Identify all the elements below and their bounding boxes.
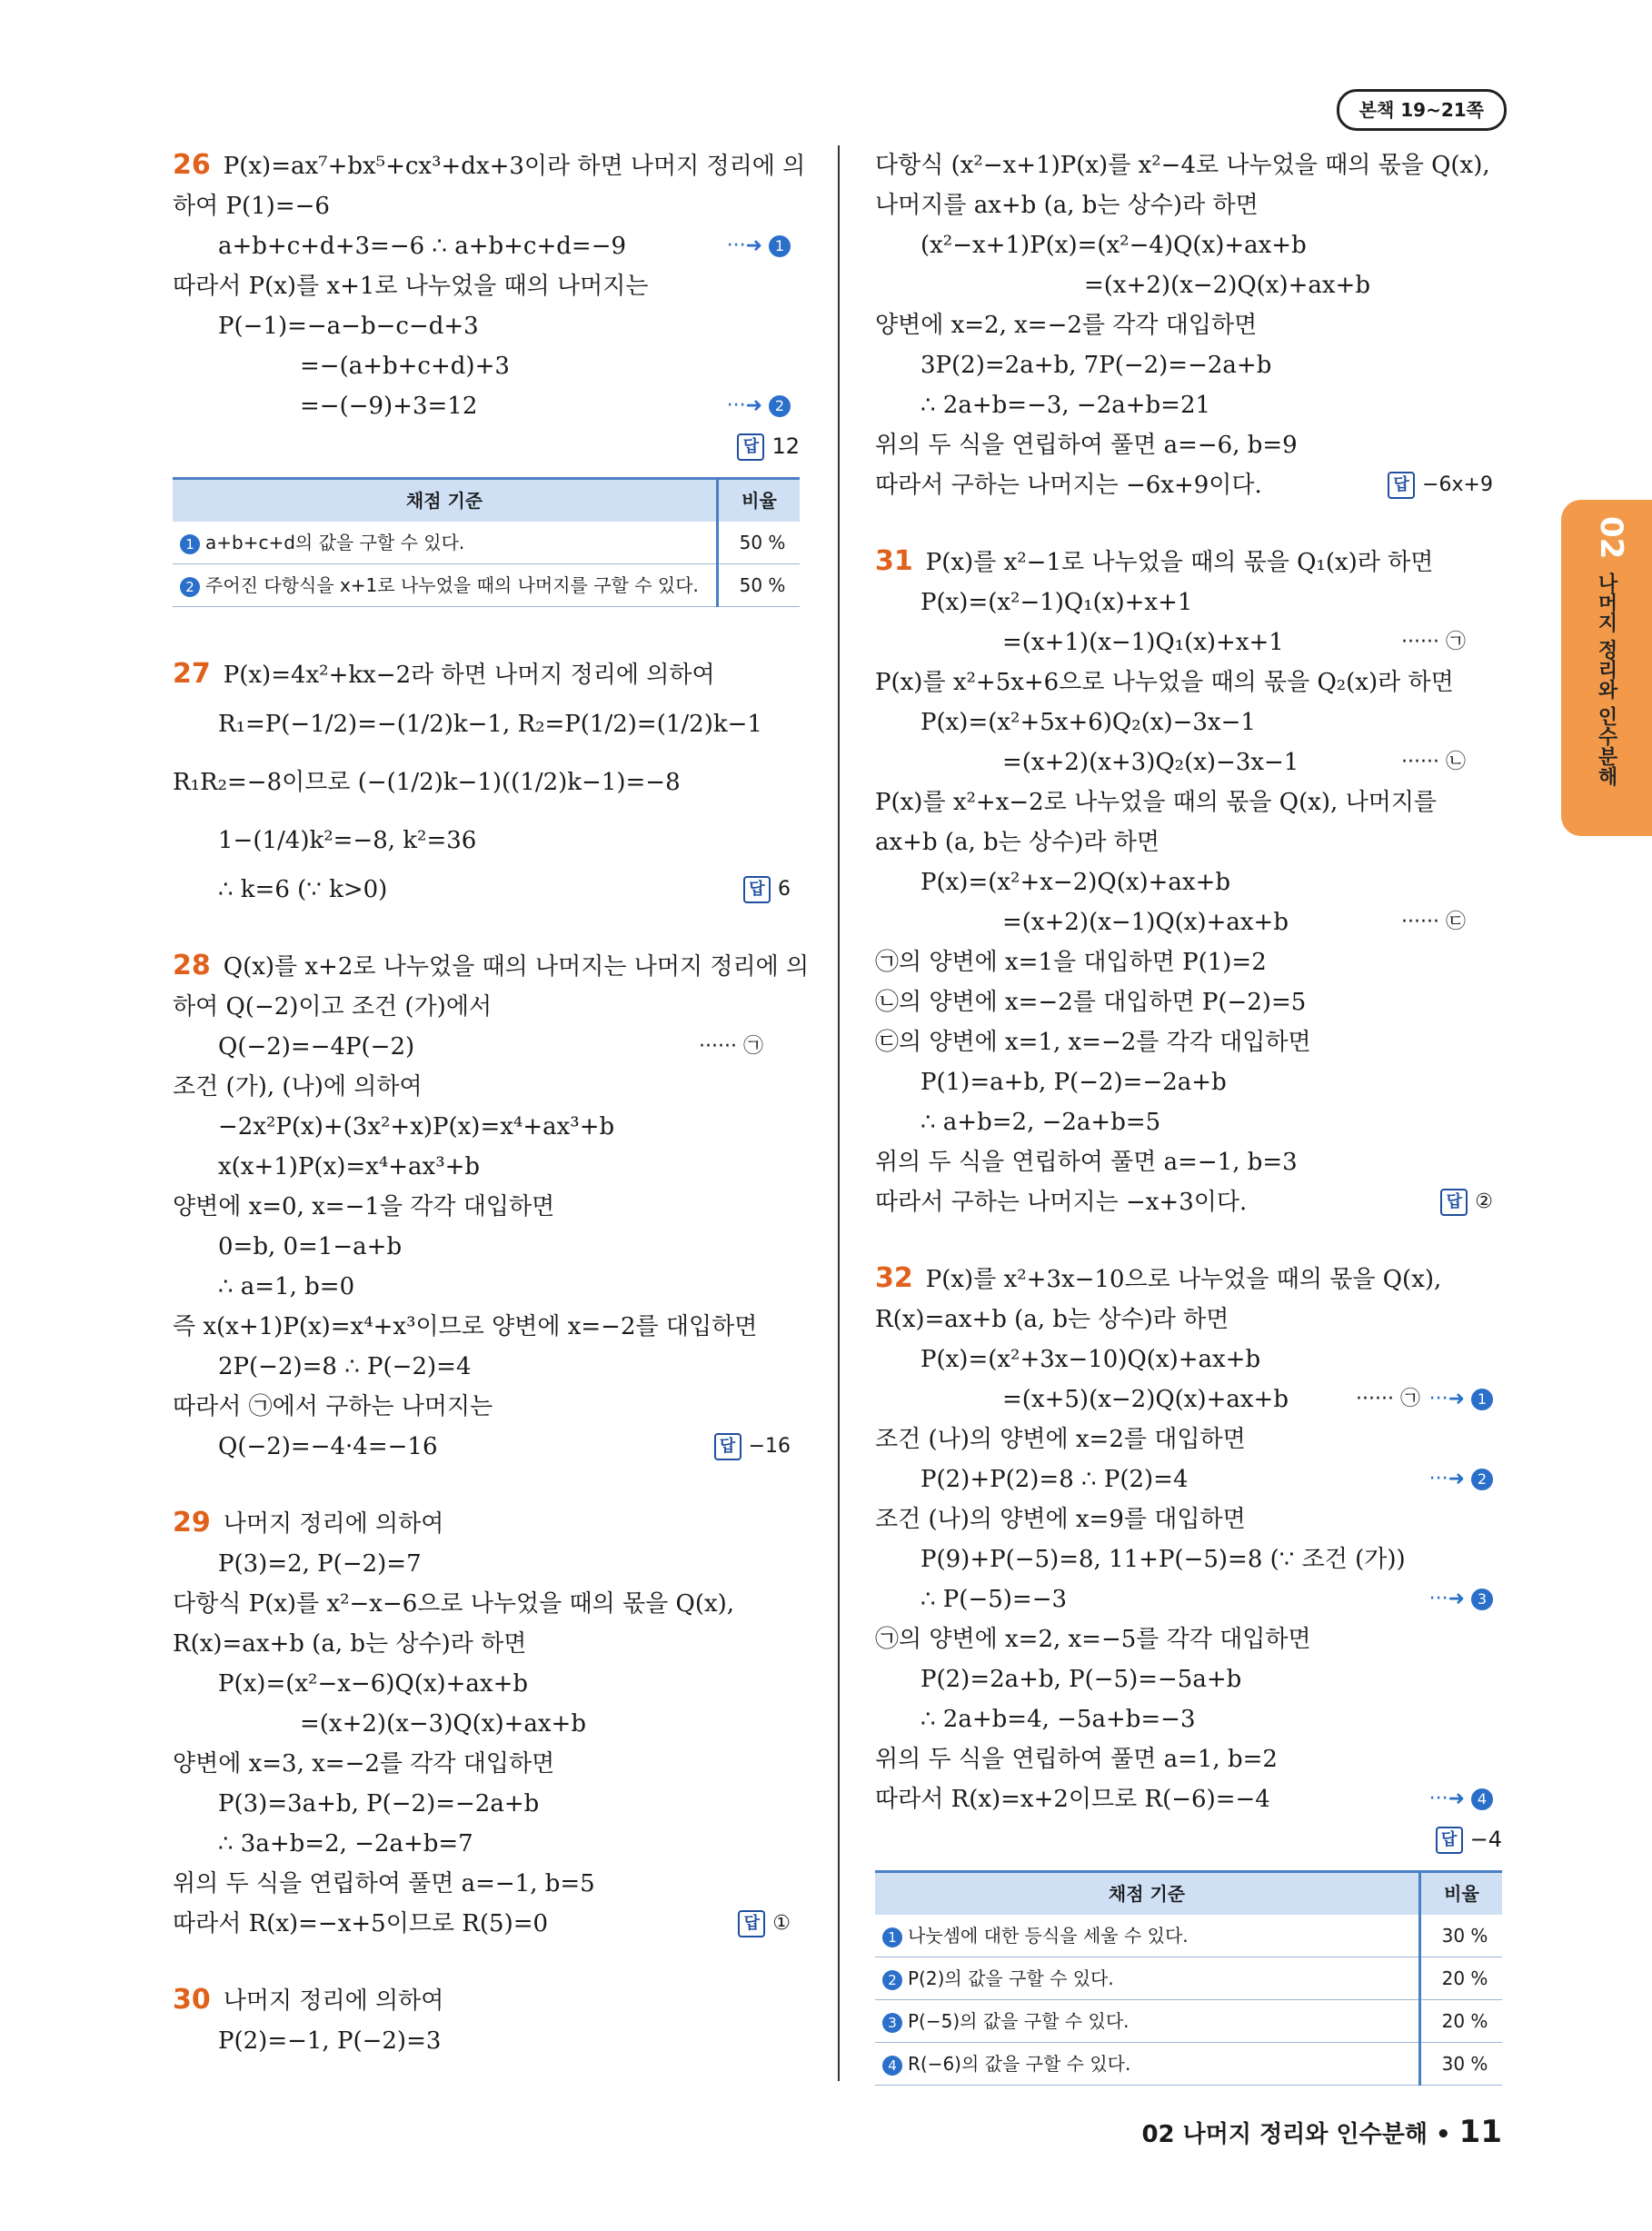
- solution-line: ㉠의 양변에 x=1을 대입하면 P(1)=2: [875, 949, 1267, 976]
- right-column: [875, 145, 1502, 2097]
- solution-line: 다항식 (x²−x+1)P(x)를 x²−4로 나누었을 때의 몫을 Q(x),: [875, 152, 1490, 179]
- solution-line: R(x)=ax+b (a, b는 상수)라 하면: [173, 1630, 527, 1658]
- solution-line: P(2)=2a+b, P(−5)=−5a+b: [921, 1666, 1242, 1693]
- solution-line: =(x+2)(x−1)Q(x)+ax+b ······ ㉢: [875, 902, 1502, 942]
- chapter-number: 02: [1593, 516, 1629, 560]
- solution-line: =(x+1)(x−1)Q₁(x)+x+1 ······ ㉠: [875, 622, 1502, 662]
- solution-line: 따라서 P(x)를 x+1로 나누었을 때의 나머지는: [173, 273, 649, 300]
- solution-line: =(x+5)(x−2)Q(x)+ax+b ······ ㉠ ···➜ 1: [875, 1379, 1502, 1419]
- problem-30-line-1: 30 나머지 정리에 의하여: [173, 1984, 444, 2016]
- solution-line: 위의 두 식을 연립하여 풀면 a=−1, b=5: [173, 1870, 595, 1897]
- answer-30: 답 −6x+9: [1388, 465, 1493, 505]
- equation-ref: ······ ㉢: [1401, 911, 1466, 933]
- problem-27-line-1: 27 P(x)=4x²+kx−2라 하면 나머지 정리에 의하여: [173, 658, 715, 690]
- solution-line: a+b+c+d+3=−6 ∴ a+b+c+d=−9 ···➜ 1: [173, 226, 800, 266]
- page-footer: [1141, 2114, 1502, 2150]
- solution-line: R₁=P(−1/2)=−(1/2)k−1, R₂=P(1/2)=(1/2)k−1: [218, 711, 762, 738]
- problem-number: 27: [173, 658, 211, 690]
- solution-line: ax+b (a, b는 상수)라 하면: [875, 829, 1160, 856]
- chapter-side-tab: [1561, 500, 1652, 836]
- solution-line: 양변에 x=2, x=−2를 각각 대입하면: [875, 312, 1258, 339]
- solution-line: P(x)를 x²+5x+6으로 나누었을 때의 몫을 Q₂(x)라 하면: [875, 669, 1454, 696]
- problem-26-line-1: 26 P(x)=ax⁷+bx⁵+cx³+dx+3이라 하면 나머지 정리에 의: [173, 149, 806, 181]
- column-divider: [838, 145, 840, 2081]
- solution-line: ∴ a+b=2, −2a+b=5: [921, 1109, 1161, 1136]
- problem-29-line-1: 29 나머지 정리에 의하여: [173, 1507, 444, 1539]
- score-header: 채점 기준: [875, 1872, 1420, 1916]
- solution-line: 3P(2)=2a+b, 7P(−2)=−2a+b: [921, 352, 1272, 379]
- solution-line: x(x+1)P(x)=x⁴+ax³+b: [218, 1153, 481, 1180]
- solution-line: 위의 두 식을 연립하여 풀면 a=−6, b=9: [875, 432, 1298, 459]
- table-row: 1 나눗셈에 대한 등식을 세울 수 있다. 30 %: [875, 1915, 1502, 1957]
- problem-31-line-1: 31 P(x)를 x²−1로 나누었을 때의 몫을 Q₁(x)라 하면: [875, 545, 1434, 577]
- solution-line: =(x+2)(x−3)Q(x)+ax+b: [300, 1710, 586, 1738]
- solution-line: ∴ 2a+b=4, −5a+b=−3: [921, 1706, 1196, 1733]
- solution-line: P(x)=(x²+x−2)Q(x)+ax+b: [921, 869, 1231, 896]
- answer-26: 답 12: [173, 426, 800, 466]
- solution-line: 양변에 x=3, x=−2를 각각 대입하면: [173, 1750, 555, 1778]
- solution-line: P(1)=a+b, P(−2)=−2a+b: [921, 1069, 1227, 1096]
- table-row: 1 a+b+c+d의 값을 구할 수 있다. 50 %: [173, 522, 800, 564]
- score-header: 채점 기준: [173, 479, 718, 523]
- solution-line: ∴ P(−5)=−3 ···➜ 3: [875, 1579, 1502, 1619]
- solution-line: P(x)=(x²+5x+6)Q₂(x)−3x−1: [921, 709, 1256, 736]
- answer-27: 답 6: [743, 870, 791, 910]
- solution-line: 1−(1/4)k²=−8, k²=36: [218, 827, 477, 854]
- solution-line: 다항식 P(x)를 x²−x−6으로 나누었을 때의 몫을 Q(x),: [173, 1590, 735, 1618]
- solution-line: P(3)=3a+b, P(−2)=−2a+b: [218, 1790, 540, 1818]
- solution-line: P(x)=(x²+3x−10)Q(x)+ax+b: [921, 1346, 1261, 1373]
- step-marker: ···➜ 1: [727, 226, 791, 266]
- step-marker: ···➜ 3: [1429, 1579, 1493, 1619]
- solution-line: P(x)=(x²−1)Q₁(x)+x+1: [921, 589, 1193, 616]
- solution-line: ㉡의 양변에 x=−2를 대입하면 P(−2)=5: [875, 989, 1307, 1016]
- answer-28: 답 −16: [714, 1427, 791, 1467]
- table-row: 2 주어진 다항식을 x+1로 나누었을 때의 나머지를 구할 수 있다. 50 %: [173, 564, 800, 607]
- scoring-table-26: [173, 477, 800, 607]
- solution-line: P(x)=(x²−x−6)Q(x)+ax+b: [218, 1670, 529, 1698]
- solution-line: =−(−9)+3=12 ···➜ 2: [173, 386, 800, 426]
- solution-line: P(2)=−1, P(−2)=3: [218, 2027, 442, 2055]
- solution-line: Q(−2)=−4·4=−16 답 −16: [173, 1427, 800, 1467]
- solution-line: P(x)를 x²+x−2로 나누었을 때의 몫을 Q(x), 나머지를: [875, 789, 1438, 816]
- step-marker: ···➜ 4: [1429, 1779, 1493, 1819]
- problem-number: 28: [173, 950, 211, 981]
- problem-28-line-1: 28 Q(x)를 x+2로 나누었을 때의 나머지는 나머지 정리에 의: [173, 950, 810, 981]
- ratio-header: 비율: [1420, 1872, 1503, 1916]
- solution-line: 양변에 x=0, x=−1을 각각 대입하면: [173, 1193, 555, 1220]
- solution-line: ∴ 3a+b=2, −2a+b=7: [218, 1830, 473, 1858]
- page-number: 11: [1458, 2114, 1502, 2150]
- left-column: [173, 145, 810, 2061]
- solution-line: (x²−x+1)P(x)=(x²−4)Q(x)+ax+b: [921, 232, 1307, 259]
- solution-line: 따라서 ㉠에서 구하는 나머지는: [173, 1393, 493, 1420]
- solution-line: 조건 (가), (나)에 의하여: [173, 1073, 423, 1101]
- solution-line: ㉢의 양변에 x=1, x=−2를 각각 대입하면: [875, 1029, 1311, 1056]
- step-marker: ···➜ 2: [727, 386, 791, 426]
- solution-line: 위의 두 식을 연립하여 풀면 a=1, b=2: [875, 1746, 1278, 1773]
- page-range-badge: 본책 19~21쪽: [1337, 89, 1507, 131]
- solution-line: −2x²P(x)+(3x²+x)P(x)=x⁴+ax³+b: [218, 1113, 615, 1140]
- ratio-header: 비율: [718, 479, 801, 523]
- step-marker: ···➜ 2: [1429, 1459, 1493, 1499]
- table-row: 4 R(−6)의 값을 구할 수 있다. 30 %: [875, 2043, 1502, 2086]
- problem-number: 26: [173, 149, 211, 181]
- equation-ref: ······ ㉠: [699, 1035, 763, 1058]
- problem-number: 29: [173, 1507, 211, 1539]
- answer-icon: 답: [737, 433, 764, 461]
- solution-line: 조건 (나)의 양변에 x=9를 대입하면: [875, 1506, 1246, 1533]
- solution-line: 즉 x(x+1)P(x)=x⁴+x³이므로 양변에 x=−2를 대입하면: [173, 1313, 758, 1340]
- solution-line: 따라서 구하는 나머지는 −6x+9이다. 답 −6x+9: [875, 465, 1502, 505]
- answer-29: 답 ①: [738, 1904, 791, 1944]
- equation-ref: ······ ㉡: [1401, 751, 1466, 773]
- equation-ref: ······ ㉠: [1401, 631, 1466, 653]
- scoring-table-32: [875, 1870, 1502, 2086]
- solution-line: P(2)+P(2)=8 ∴ P(2)=4 ···➜ 2: [875, 1459, 1502, 1499]
- answer-32: 답 −4: [875, 1819, 1502, 1859]
- solution-line: =−(a+b+c+d)+3: [300, 353, 510, 380]
- solution-line: P(−1)=−a−b−c−d+3: [218, 313, 479, 340]
- solution-line: =(x+2)(x−2)Q(x)+ax+b: [1084, 272, 1370, 299]
- answer-31: 답 ②: [1440, 1182, 1493, 1222]
- solution-line: 하여 Q(−2)이고 조건 (가)에서: [173, 993, 493, 1021]
- table-row: 3 P(−5)의 값을 구할 수 있다. 20 %: [875, 2000, 1502, 2043]
- solution-line: P(3)=2, P(−2)=7: [218, 1550, 422, 1578]
- chapter-title: 나머지 정리와 인수분해: [1595, 573, 1617, 787]
- problem-number: 32: [875, 1262, 913, 1294]
- solution-line: 따라서 R(x)=−x+5이므로 R(5)=0 답 ①: [173, 1904, 800, 1944]
- problem-32-line-1: 32 P(x)를 x²+3x−10으로 나누었을 때의 몫을 Q(x),: [875, 1262, 1442, 1294]
- equation-ref: ······ ㉠: [1356, 1388, 1420, 1410]
- solution-line: R₁R₂=−8이므로 (−(1/2)k−1)((1/2)k−1)=−8: [173, 769, 681, 796]
- solution-line: 조건 (나)의 양변에 x=2를 대입하면: [875, 1426, 1246, 1453]
- solution-line: 하여 P(1)=−6: [173, 193, 330, 220]
- solution-line: 2P(−2)=8 ∴ P(−2)=4: [218, 1353, 472, 1380]
- problem-number: 30: [173, 1984, 211, 2016]
- solution-line: ㉠의 양변에 x=2, x=−5를 각각 대입하면: [875, 1626, 1311, 1653]
- solution-line: 0=b, 0=1−a+b: [218, 1233, 403, 1260]
- solution-line: R(x)=ax+b (a, b는 상수)라 하면: [875, 1306, 1229, 1333]
- solution-line: 나머지를 ax+b (a, b는 상수)라 하면: [875, 192, 1259, 219]
- solution-line: P(9)+P(−5)=8, 11+P(−5)=8 (∵ 조건 (가)): [921, 1546, 1406, 1573]
- footer-chapter: 02 나머지 정리와 인수분해 •: [1141, 2121, 1451, 2148]
- solution-line: 따라서 R(x)=x+2이므로 R(−6)=−4 ···➜ 4: [875, 1779, 1502, 1819]
- solution-line: Q(−2)=−4P(−2) ······ ㉠: [173, 1027, 800, 1067]
- solution-line: ∴ a=1, b=0: [218, 1273, 355, 1300]
- solution-line: 위의 두 식을 연립하여 풀면 a=−1, b=3: [875, 1149, 1298, 1176]
- table-row: 2 P(2)의 값을 구할 수 있다. 20 %: [875, 1957, 1502, 2000]
- solution-line: =(x+2)(x+3)Q₂(x)−3x−1 ······ ㉡: [875, 742, 1502, 782]
- problem-number: 31: [875, 545, 913, 577]
- step-marker: ···➜ 1: [1429, 1379, 1493, 1419]
- solution-line: ∴ 2a+b=−3, −2a+b=21: [921, 392, 1211, 419]
- solution-line: ∴ k=6 (∵ k>0) 답 6: [173, 870, 800, 910]
- solution-line: 따라서 구하는 나머지는 −x+3이다. 답 ②: [875, 1182, 1502, 1222]
